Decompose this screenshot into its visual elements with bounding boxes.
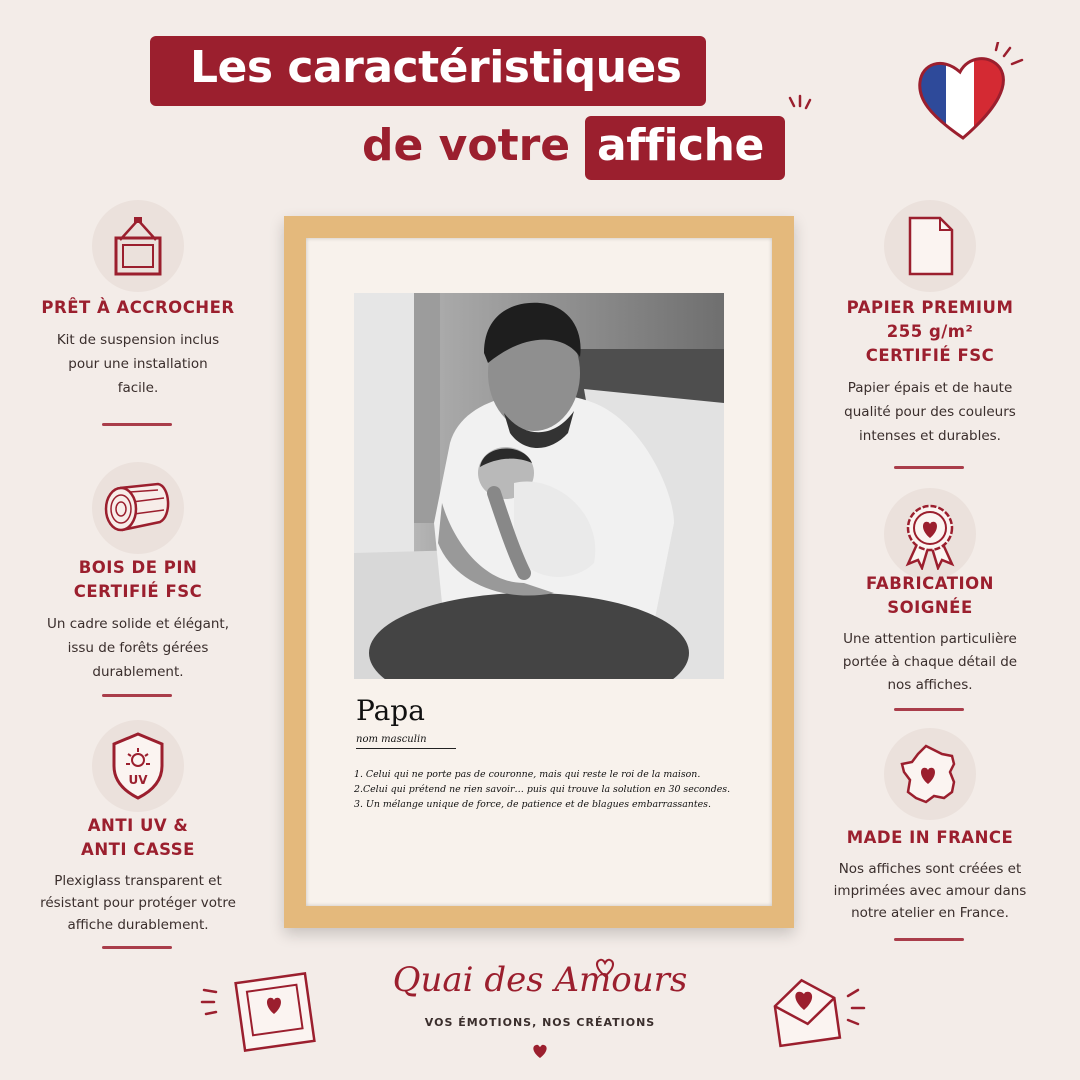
uv-shield-icon-circle: [92, 720, 184, 812]
brand-tagline: VOS ÉMOTIONS, NOS CRÉATIONS: [424, 1016, 656, 1029]
french-heart-icon: [908, 42, 1028, 146]
poster-divider: [356, 748, 456, 749]
separator: [894, 938, 964, 941]
title-brush-2: [585, 116, 785, 180]
envelope-heart-icon: [766, 972, 876, 1052]
feature-title: MADE IN FRANCE: [846, 828, 1014, 847]
title-line-2: de votre: [362, 120, 571, 171]
poster-subtitle: nom masculin: [356, 734, 427, 745]
brand-block: [380, 960, 700, 1029]
small-heart-icon: [530, 1042, 550, 1060]
feature-title: PAPIER PREMIUM 255 g/m² CERTIFIÉ FSC: [846, 298, 1014, 365]
father-baby-photo: [354, 293, 724, 679]
sparkle-icon: [784, 94, 818, 128]
uv-shield-icon: [106, 730, 170, 802]
poster-definitions: [354, 767, 734, 812]
feature-made-in-france: [810, 826, 1050, 924]
svg-text:UV: UV: [128, 773, 148, 787]
poster-title: Papa: [356, 694, 425, 727]
feature-title: ANTI UV & ANTI CASSE: [81, 816, 195, 859]
separator: [102, 694, 172, 697]
feature-desc: Kit de suspension inclus pour une installation facile.: [56, 332, 220, 396]
feature-desc: Plexiglass transparent et résistant pour protéger votre affiche durablement.: [40, 873, 236, 933]
definition-item: 1. Celui qui ne porte pas de couronne, mais qui reste le roi de la maison.: [354, 769, 701, 780]
wood-log-icon-circle: [92, 462, 184, 554]
brand-name: Quai des Amours: [392, 960, 688, 1000]
photo-frame-icon: [200, 970, 320, 1054]
rosette-heart-icon-circle: [884, 488, 976, 580]
feature-desc: Nos affiches sont créées et imprimées avec amour dans notre atelier en France.: [833, 861, 1027, 921]
rosette-heart-icon: [898, 502, 962, 570]
feature-pine-wood: [18, 556, 258, 684]
definition-item: 3. Un mélange unique de force, de patience et de blagues embarrassantes.: [354, 799, 711, 810]
paper-sheet-icon: [898, 214, 962, 278]
feature-ready-to-hang: [18, 296, 258, 400]
feature-careful-making: [810, 572, 1050, 697]
title-highlight: affiche: [597, 120, 764, 171]
paper-sheet-icon-circle: [884, 200, 976, 292]
frame-hanging-icon-circle: [92, 200, 184, 292]
poster-photo: [354, 293, 724, 679]
feature-anti-uv: [18, 814, 258, 936]
frame-hanging-icon: [106, 214, 170, 278]
france-map-icon-circle: [884, 728, 976, 820]
separator: [894, 466, 964, 469]
feature-premium-paper: [810, 296, 1050, 448]
feature-desc: Une attention particulière portée à chaque détail de nos affiches.: [842, 631, 1018, 693]
separator: [102, 946, 172, 949]
title-line-1: Les caractéristiques: [190, 42, 682, 93]
definition-item: 2.Celui qui prétend ne rien savoir… puis qui trouve la solution en 30 secondes.: [354, 784, 731, 795]
brand-heart-icon: [592, 954, 618, 980]
wood-log-icon: [100, 476, 172, 540]
feature-desc: Un cadre solide et élégant, issu de forêts gérées durablement.: [46, 616, 230, 680]
feature-title: BOIS DE PIN CERTIFIÉ FSC: [73, 558, 203, 601]
feature-title: FABRICATION SOIGNÉE: [866, 574, 994, 617]
feature-title: PRÊT À ACCROCHER: [41, 298, 235, 317]
separator: [894, 708, 964, 711]
france-map-icon: [898, 742, 962, 806]
separator: [102, 423, 172, 426]
title-brush-1: [150, 36, 706, 106]
feature-desc: Papier épais et de haute qualité pour des couleurs intenses et durables.: [844, 380, 1016, 444]
